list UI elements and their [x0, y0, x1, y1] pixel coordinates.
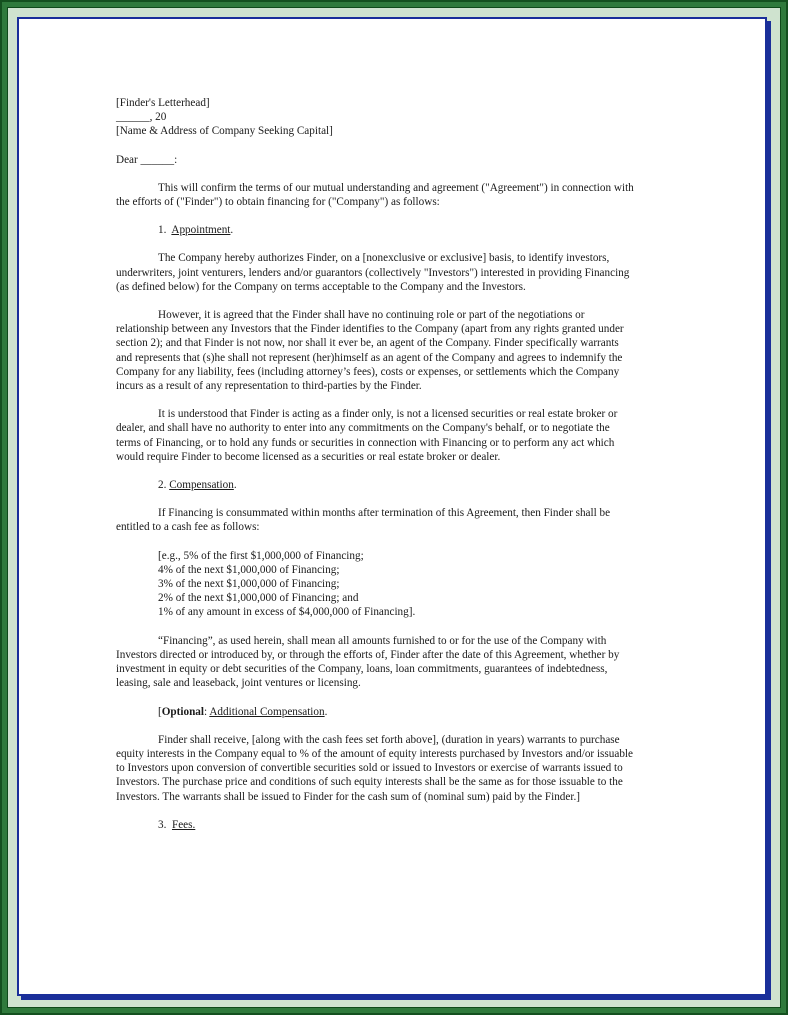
financing-definition: “Financing”, as used herein, shall mean all amounts furnished to or for the use of the Company with Investors directed or introduced by, or through the efforts of, Finder after the date of this Agreement, whether by investment in equity or debt securities of the Company, loans, loan commitments, guarantees of indebtedness, leasing, sale and leaseback, joint ventures or licensing.	[116, 634, 620, 690]
fee-line: 3% of the next $1,000,000 of Financing;	[158, 578, 340, 591]
section-2-heading: 2. Compensation.	[158, 479, 237, 492]
fee-schedule	[116, 549, 636, 620]
section-3-number: 3.	[158, 818, 167, 831]
date-line: ______, 20	[116, 111, 167, 124]
optional-title: Additional Compensation	[209, 705, 325, 718]
bracket: [	[158, 705, 162, 718]
optional-label: Optional	[161, 705, 205, 718]
section-1-paragraph-2: However, it is agreed that the Finder shall have no continuing role or part of the negotiations or relationship between any Investors that the Finder identifies to the Company (apart from any rights granted under section 2); and that Finder is not now, nor shall it ever be, an agent of the Company. Finder specifically warrants and represents that (s)he shall not represent (her)himself as an agent of the Company and agrees to indemnify the Company for any liability, fees (including attorney’s fees), costs or expenses, or settlements which the Company incurs as a result of any representation to third-parties by the Finder.	[116, 309, 624, 393]
letterhead: [Finder's Letterhead]	[116, 97, 210, 109]
section-1-paragraph-1: The Company hereby authorizes Finder, on a [nonexclusive or exclusive] basis, to identify investors, underwriters, joint venturers, lenders and/or guarantors (collectively "Investors") interested in providing Financing (as defined below) for the Company on terms acceptable to the Company and the Investors.	[116, 252, 630, 293]
fee-line: [e.g., 5% of the first $1,000,000 of Financing;	[158, 549, 364, 562]
fee-line: 2% of the next $1,000,000 of Financing; and	[158, 592, 359, 605]
letter-body	[116, 96, 636, 832]
section-1-heading: 1. Appointment.	[158, 224, 234, 237]
section-3-heading	[116, 818, 636, 832]
colon: :	[204, 705, 210, 718]
section-1-number: 1.	[158, 224, 167, 237]
address-line: [Name & Address of Company Seeking Capital]	[116, 125, 333, 138]
section-1-paragraph-3: It is understood that Finder is acting as a finder only, is not a licensed securities or real estate broker or dealer, and shall have no authority to enter into any commitments on the Company's behalf, or to negotiate the terms of Financing, or to hold any funds or securities in connection with Financing or to perform any act which would require Finder to become licensed as a securities or real estate broker or dealer.	[116, 408, 618, 463]
optional-heading	[116, 705, 636, 719]
section-1-title: Appointment	[171, 224, 231, 237]
intro-paragraph: This will confirm the terms of our mutual understanding and agreement ("Agreement") in connection with the efforts of ("Finder") to obtain financing for ("Company") as follows:	[116, 181, 634, 209]
fee-line: 4% of the next $1,000,000 of Financing;	[158, 563, 340, 576]
section-2-number: 2.	[158, 479, 167, 492]
period: .	[324, 705, 328, 718]
salutation: Dear ______:	[116, 153, 178, 166]
optional-paragraph: Finder shall receive, [along with the cash fees set forth above], (duration in years) warrants to purchase equity interests in the Company equal to % of the amount of equity interests purchased by Investors and/or issuable to Investors upon conversion of convertible securities sold or issued to Investors or exercise of warrants issued to Investors. The purchase price and conditions of such equity interests shall be the same as for those issuable to the Investors. The warrants shall be issued to Finder for the cash sum of (nominal sum) paid by the Finder.]	[116, 733, 633, 803]
section-2-title: Compensation	[169, 479, 234, 492]
section-3-title: Fees.	[171, 818, 196, 831]
fee-line: 1% of any amount in excess of $4,000,000 of Financing].	[158, 606, 416, 619]
section-2-paragraph-1: If Financing is consummated within months after termination of this Agreement, then Finder shall be entitled to a cash fee as follows:	[116, 507, 611, 534]
